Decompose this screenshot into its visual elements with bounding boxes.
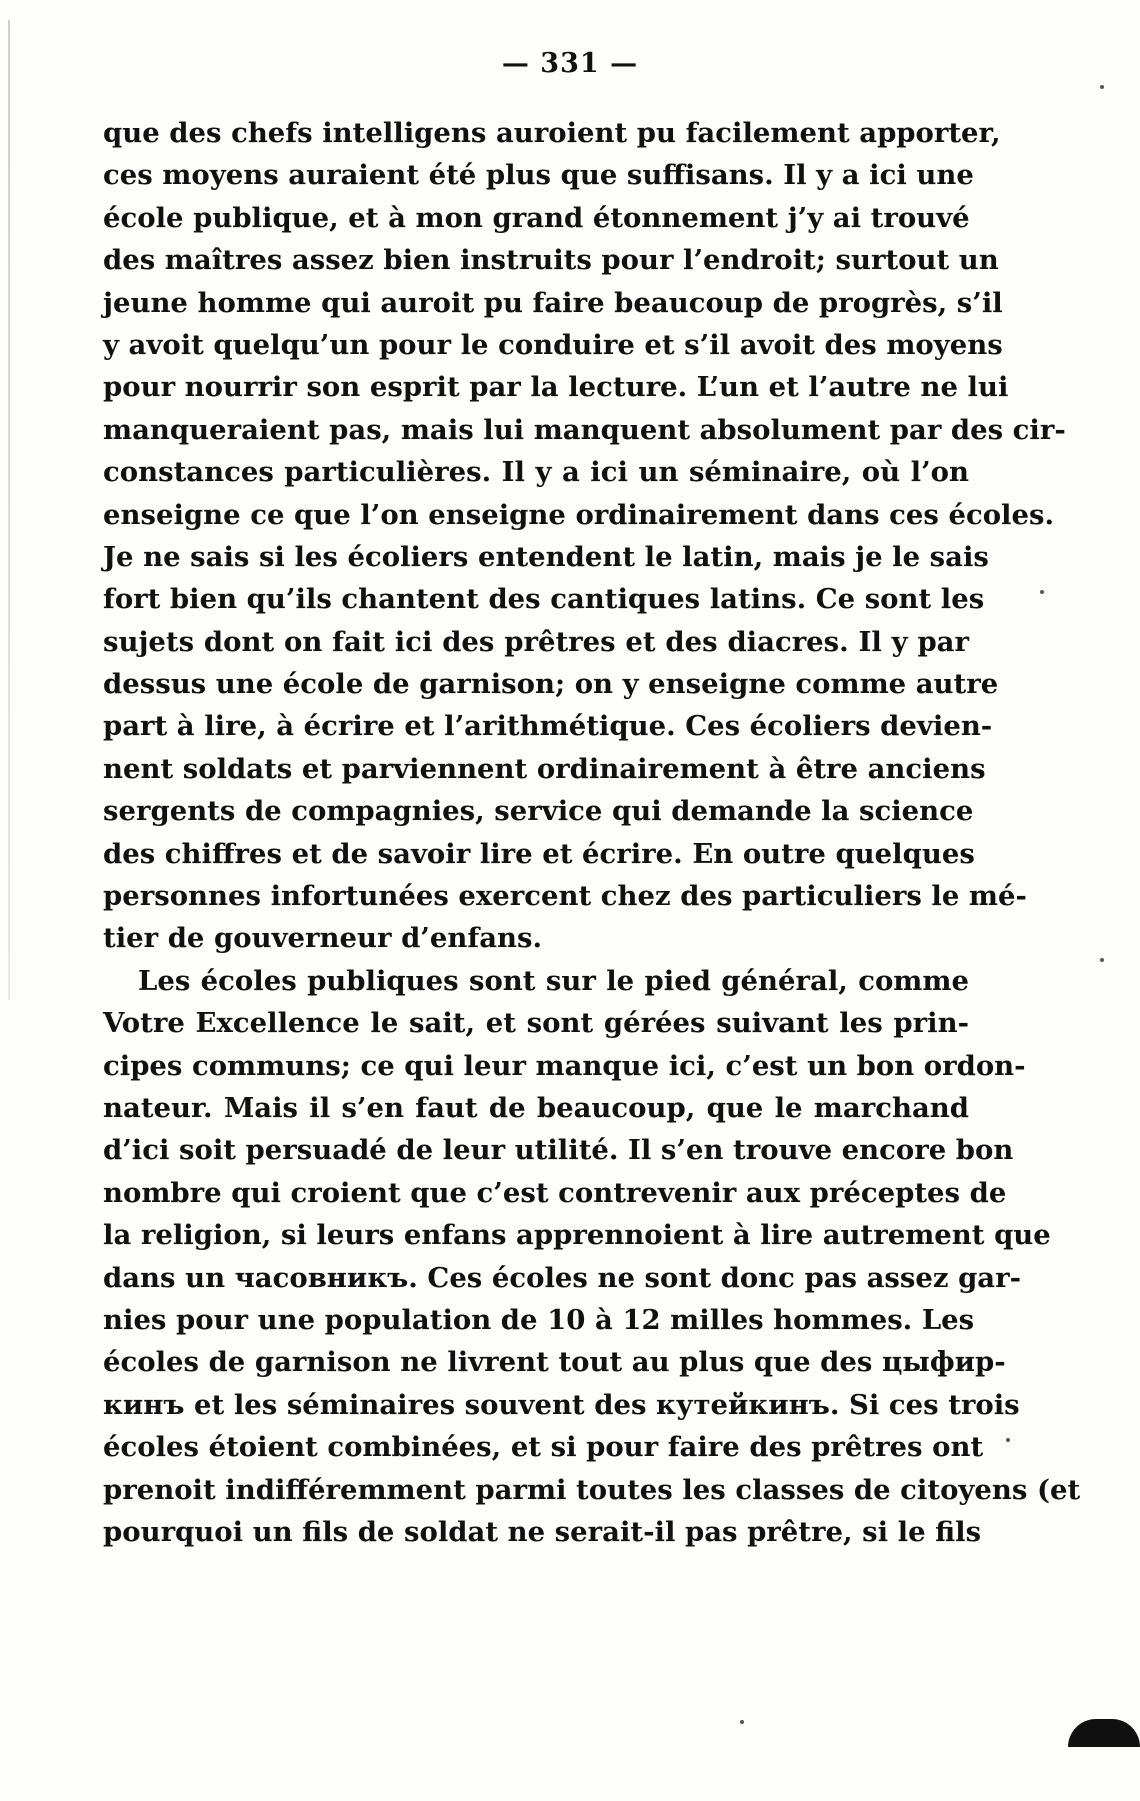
text-line: d’ici soit persuadé de leur utilité. Il s’en trouve encore bon [103, 1134, 1014, 1167]
text-line: jeune homme qui auroit pu faire beaucoup de progrès, s’il [103, 286, 1003, 319]
text-line: fort bien qu’ils chantent des cantiques latins. Ce sont les [103, 583, 985, 616]
text-line: part à lire, à écrire et l’arithmétique. Ces écoliers devien- [103, 710, 993, 743]
paragraph [103, 112, 1066, 960]
text-line: nent soldats et parviennent ordinairement à être anciens [103, 752, 986, 785]
text-line: pour nourrir son esprit par la lecture. L’un et l’autre ne lui [103, 371, 1009, 404]
text-line: nies pour une population de 10 à 12 milles hommes. Les [103, 1303, 975, 1336]
text-line: écoles de garnison ne livrent tout au plus que des цыфир- [103, 1346, 1006, 1379]
page-edge-shadow [8, 20, 10, 1000]
text-line: des maîtres assez bien instruits pour l’endroit; surtout un [103, 244, 999, 277]
text-line: que des chefs intelligens auroient pu facilement apporter, [103, 117, 1001, 149]
text-line: manqueraient pas, mais lui manquent absolument par des cir- [103, 413, 1066, 446]
text-line: sujets dont on fait ici des prêtres et des diacres. Il y par [103, 625, 969, 658]
scan-speck [1040, 590, 1044, 594]
text-line: tier de gouverneur d’enfans. [103, 922, 543, 955]
text-line: Les écoles publiques sont sur le pied général, comme [138, 964, 969, 997]
text-line: la religion, si leurs enfans apprennoient à lire autrement que [103, 1219, 1051, 1252]
text-line: enseigne ce que l’on enseigne ordinairement dans ces écoles. [103, 498, 1055, 531]
scan-speck [1100, 85, 1104, 89]
scan-speck [1100, 958, 1104, 962]
text-line: personnes infortunées exercent chez des particuliers le mé- [103, 880, 1027, 913]
text-line: cipes communs; ce qui leur manque ici, c’est un bon ordon- [103, 1049, 1026, 1082]
text-line: y avoit quelqu’un pour le conduire et s’il avoit des moyens [103, 328, 1003, 361]
text-line: écoles étoient combinées, et si pour faire des prêtres ont [103, 1431, 984, 1464]
text-line: sergents de compagnies, service qui demande la science [103, 795, 974, 828]
text-line: nombre qui croient que c’est contrevenir aux préceptes de [103, 1176, 1007, 1209]
text-line: des chiffres et de savoir lire et écrire. En outre quelques [103, 837, 975, 870]
text-line: dans un часовникъ. Ces écoles ne sont donc pas assez gar- [103, 1261, 1022, 1294]
paragraph [103, 960, 1081, 1553]
text-line: кинъ et les séminaires souvent des кутейкинъ. Si ces trois [103, 1388, 1020, 1421]
page-corner-mark [1068, 1719, 1140, 1747]
text-line: pourquoi un fils de soldat ne serait-il pas prêtre, si le fils [103, 1515, 982, 1548]
scan-speck [1006, 1438, 1010, 1442]
text-line: dessus une école de garnison; on y enseigne comme autre [103, 668, 999, 701]
text-line: constances particulières. Il y a ici un séminaire, où l’on [103, 456, 969, 489]
text-line: prenoit indifféremment parmi toutes les classes de citoyens (et [103, 1473, 1081, 1506]
body-text [103, 112, 1081, 1553]
text-line: Je ne sais si les écoliers entendent le latin, mais je le sais [103, 540, 989, 573]
page-number: — 331 — [501, 48, 639, 79]
text-line: ces moyens auraient été plus que suffisans. Il y a ici une [103, 159, 974, 192]
text-line: école publique, et à mon grand étonnement j’y ai trouvé [103, 201, 970, 234]
scan-speck [740, 1720, 744, 1724]
text-line: Votre Excellence le sait, et sont gérées suivant les prin- [103, 1007, 969, 1040]
text-line: nateur. Mais il s’en faut de beaucoup, que le marchand [103, 1091, 969, 1124]
